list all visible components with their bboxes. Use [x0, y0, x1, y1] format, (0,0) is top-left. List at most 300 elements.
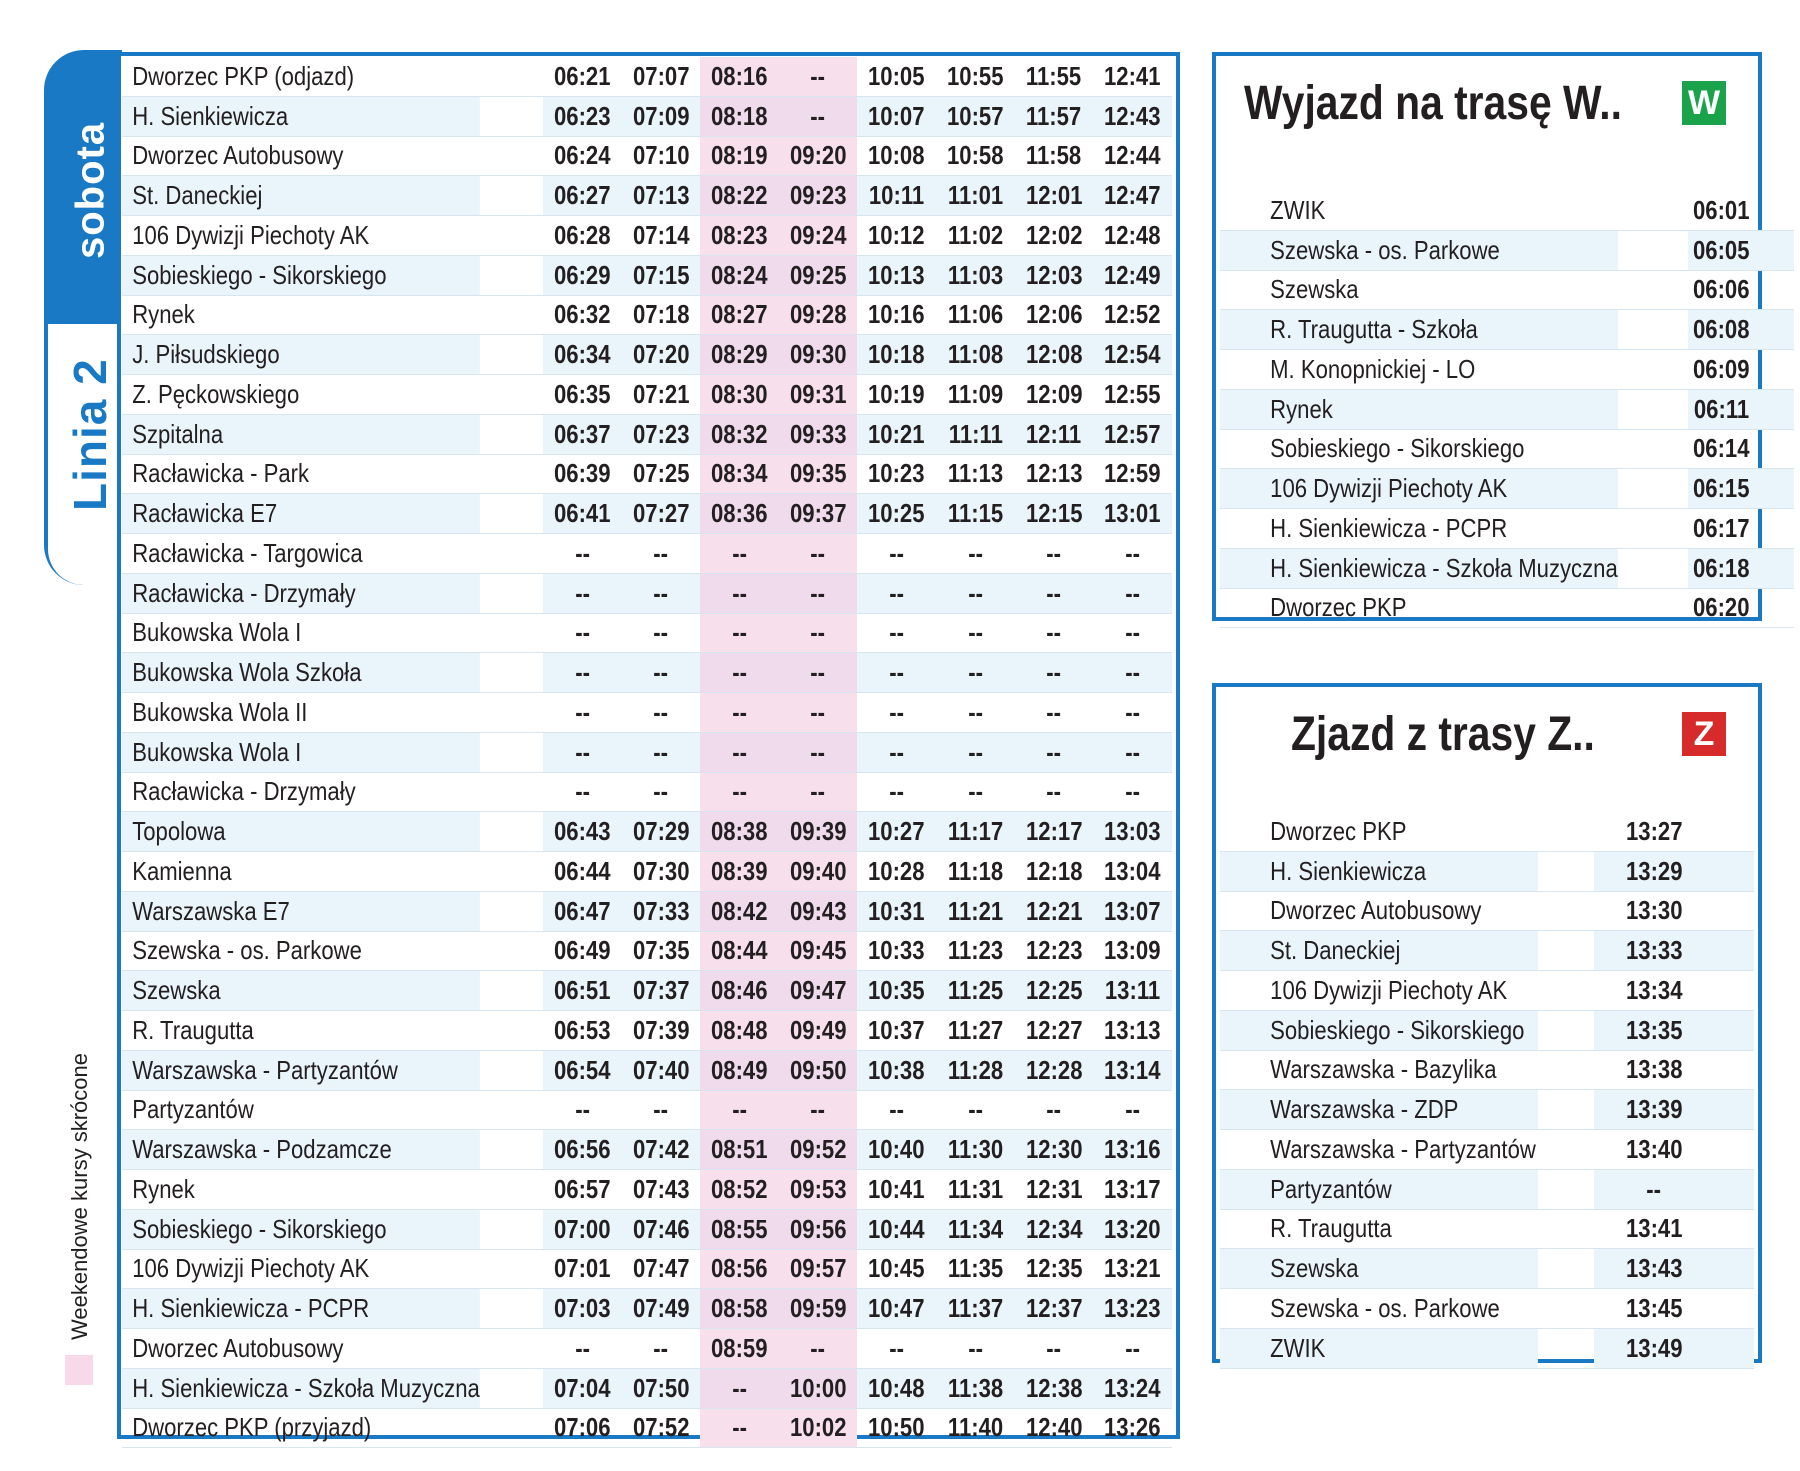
- stop-name: Warszawska - Partyzantów: [1220, 1130, 1538, 1170]
- departure-time: 08:58: [711, 1293, 768, 1324]
- time: 13:35: [1625, 1014, 1683, 1045]
- stop-name: Szewska - os. Parkowe: [1220, 1289, 1538, 1329]
- departure-time-cell: [1093, 1130, 1172, 1170]
- stop-name: Warszawska - Bazylika: [1220, 1050, 1538, 1090]
- departure-time: --: [574, 577, 590, 608]
- departure-time: 06:54: [553, 1054, 611, 1085]
- departure-time-cell: [936, 136, 1015, 176]
- departure-time: 11:13: [947, 458, 1004, 489]
- departure-time: 09:28: [789, 299, 847, 330]
- departure-time: --: [810, 60, 826, 91]
- departure-time-cell: [936, 1209, 1015, 1249]
- departure-time: --: [1046, 696, 1062, 727]
- departure-time: 12:15: [1025, 498, 1083, 529]
- departure-time: 07:00: [553, 1213, 611, 1244]
- departure-time-cell: [1015, 891, 1094, 931]
- departure-time: 12:09: [1025, 378, 1083, 409]
- table-row: [122, 732, 1172, 772]
- departure-time-cell: [779, 1090, 858, 1130]
- departure-time: --: [574, 657, 590, 688]
- departure-time: --: [889, 1332, 905, 1363]
- departure-time-cell: [857, 335, 936, 375]
- departure-time: 06:35: [553, 378, 611, 409]
- departure-time-cell: [1015, 1090, 1094, 1130]
- departure-time: 13:03: [1104, 816, 1161, 847]
- departure-time-cell: [936, 375, 1015, 415]
- time-cell: [1594, 1249, 1754, 1289]
- departure-time: 09:52: [789, 1134, 847, 1165]
- departure-time: --: [732, 617, 747, 648]
- time: 13:34: [1625, 974, 1683, 1005]
- departure-time-cell: [779, 176, 858, 216]
- table-row: [122, 772, 1172, 812]
- stop-name: Dworzec Autobusowy: [1220, 891, 1538, 931]
- departure-time-cell: [543, 295, 622, 335]
- departure-time: 10:45: [868, 1253, 925, 1284]
- departure-time-cell: [700, 1368, 779, 1408]
- departure-time-cell: [1093, 1090, 1172, 1130]
- departure-time-cell: [936, 1050, 1015, 1090]
- departure-time-cell: [1093, 216, 1172, 256]
- departure-time: 12:23: [1025, 935, 1083, 966]
- departure-time: 08:27: [711, 299, 768, 330]
- table-row: [1220, 429, 1794, 469]
- stop-name: H. Sienkiewicza: [1220, 851, 1538, 891]
- departure-time-cell: [779, 494, 858, 534]
- stop-name: 106 Dywizji Piechoty AK: [1220, 971, 1538, 1011]
- table-row: [122, 255, 1172, 295]
- stop-name: Warszawska - Podzamcze: [122, 1130, 480, 1170]
- table-row: [122, 176, 1172, 216]
- stop-name: Racławicka - Drzymały: [122, 573, 480, 613]
- departure-time-cell: [857, 613, 936, 653]
- departure-time-cell: [779, 1249, 858, 1289]
- departure-time-cell: [1015, 375, 1094, 415]
- departure-time: 10:41: [868, 1173, 925, 1204]
- stop-name: R. Traugutta: [1220, 1209, 1538, 1249]
- departure-time-cell: [1015, 1209, 1094, 1249]
- return-badge: Z: [1682, 712, 1726, 756]
- departure-time: 11:28: [947, 1054, 1004, 1085]
- departure-time: 10:50: [868, 1412, 925, 1443]
- time-cell: [1594, 891, 1754, 931]
- departure-time-cell: [622, 573, 701, 613]
- departure-time: 10:05: [868, 60, 925, 91]
- table-row: [1220, 1209, 1754, 1249]
- departure-time: 10:25: [868, 498, 925, 529]
- departure-time: 09:33: [789, 418, 847, 449]
- departure-time: 12:41: [1104, 60, 1161, 91]
- departure-time: 10:23: [868, 458, 925, 489]
- departure-time: --: [574, 1332, 590, 1363]
- departure-time: 09:35: [789, 458, 847, 489]
- time-cell: [1688, 469, 1795, 509]
- departure-time-cell: [779, 971, 858, 1011]
- departure-time: 09:25: [789, 259, 847, 290]
- departure-time: 12:31: [1025, 1173, 1083, 1204]
- stop-name: Szewska: [1220, 1249, 1538, 1289]
- time-cell: [1594, 1209, 1754, 1249]
- table-row: [1220, 1050, 1754, 1090]
- departure-time: 11:58: [1026, 140, 1082, 171]
- departure-time-cell: [622, 1249, 701, 1289]
- departure-time: 07:29: [632, 816, 690, 847]
- time-cell: [1688, 191, 1795, 230]
- departure-time: 06:21: [553, 60, 611, 91]
- stop-name: H. Sienkiewicza: [122, 96, 480, 136]
- departure-time: 11:08: [947, 339, 1004, 370]
- table-row: [122, 1368, 1172, 1408]
- stop-name: Sobieskiego - Sikorskiego: [122, 255, 480, 295]
- table-row: [122, 454, 1172, 494]
- departure-time-cell: [1093, 891, 1172, 931]
- table-row: [1220, 310, 1794, 350]
- departure-time-cell: [779, 216, 858, 256]
- short-course-legend-swatch: [65, 1355, 93, 1385]
- departure-time: 07:35: [632, 935, 690, 966]
- departure-time: 12:11: [1026, 418, 1082, 449]
- departure-time: --: [653, 657, 669, 688]
- departure-time-cell: [543, 1289, 622, 1329]
- departure-time-cell: [936, 891, 1015, 931]
- departure-time: 07:14: [632, 219, 690, 250]
- departure-time-cell: [857, 1368, 936, 1408]
- departure-time-cell: [857, 1329, 936, 1369]
- departure-time-cell: [936, 1249, 1015, 1289]
- departure-time: 08:24: [711, 259, 768, 290]
- departure-time: 12:34: [1025, 1213, 1083, 1244]
- stop-name: Dworzec Autobusowy: [122, 136, 480, 176]
- departure-time-cell: [543, 255, 622, 295]
- time: 13:33: [1625, 935, 1683, 966]
- departure-time-cell: [543, 1329, 622, 1369]
- departure-time-cell: [700, 1249, 779, 1289]
- departure-time: --: [1125, 1094, 1141, 1125]
- time-cell: [1688, 389, 1795, 429]
- departure-time-cell: [936, 732, 1015, 772]
- departure-time-cell: [779, 1050, 858, 1090]
- time: 13:43: [1625, 1253, 1683, 1284]
- departure-time: 08:36: [711, 498, 768, 529]
- departure-time-cell: [622, 1090, 701, 1130]
- departure-time: --: [967, 736, 983, 767]
- departure-time-cell: [936, 1289, 1015, 1329]
- departure-time: 06:47: [553, 895, 611, 926]
- departure-time: --: [1046, 736, 1062, 767]
- stop-name: Rynek: [122, 295, 480, 335]
- departure-time: --: [810, 617, 826, 648]
- time: 13:39: [1625, 1094, 1683, 1125]
- departure-time: --: [967, 776, 983, 807]
- departure-time-cell: [1093, 772, 1172, 812]
- departure-time-cell: [1093, 375, 1172, 415]
- departure-time-cell: [936, 852, 1015, 892]
- departure-time: 09:40: [789, 855, 847, 886]
- departure-time: 08:44: [711, 935, 768, 966]
- departure-time: 12:40: [1025, 1412, 1083, 1443]
- departure-time-cell: [622, 295, 701, 335]
- departure-time: --: [732, 696, 747, 727]
- time-cell: [1594, 851, 1754, 891]
- departure-time: 07:37: [632, 975, 690, 1006]
- stop-name: Szewska - os. Parkowe: [1220, 230, 1618, 270]
- time-cell: [1594, 812, 1754, 851]
- time: 06:06: [1692, 274, 1750, 305]
- departure-time: 07:20: [632, 339, 690, 370]
- departure-time: 11:40: [947, 1412, 1004, 1443]
- departure-time-cell: [700, 971, 779, 1011]
- departure-time-cell: [543, 494, 622, 534]
- departure-time-cell: [700, 1011, 779, 1051]
- departure-time-cell: [779, 772, 858, 812]
- stop-name: 106 Dywizji Piechoty AK: [122, 1249, 480, 1289]
- departure-time: 12:21: [1025, 895, 1083, 926]
- stop-name: Dworzec PKP (przyjazd): [122, 1408, 480, 1448]
- departure-time: 09:24: [789, 219, 847, 250]
- departure-time-cell: [622, 613, 701, 653]
- departure-time-cell: [1093, 573, 1172, 613]
- departure-time-cell: [936, 454, 1015, 494]
- table-row: [122, 653, 1172, 693]
- departure-time: 12:38: [1025, 1372, 1083, 1403]
- departure-time-cell: [622, 693, 701, 733]
- departure-time-cell: [1093, 414, 1172, 454]
- table-row: [122, 931, 1172, 971]
- departure-time-cell: [779, 1329, 858, 1369]
- table-row: [1220, 1010, 1754, 1050]
- table-row: [122, 613, 1172, 653]
- departure-time: 07:39: [632, 1014, 690, 1045]
- time: 06:11: [1693, 393, 1749, 424]
- time-cell: [1594, 1090, 1754, 1130]
- departure-time: 10:44: [868, 1213, 925, 1244]
- departure-time-cell: [700, 1408, 779, 1448]
- departure-time: 11:37: [947, 1293, 1004, 1324]
- departure-time-cell: [700, 653, 779, 693]
- departure-time-cell: [857, 1289, 936, 1329]
- return-title: Zjazd z trasy Z..: [1291, 708, 1595, 761]
- departure-time: --: [810, 1332, 826, 1363]
- departure-time: 07:47: [632, 1253, 690, 1284]
- departure-time: 08:56: [711, 1253, 768, 1284]
- departure-time: 07:42: [632, 1134, 690, 1165]
- departure-time-cell: [1093, 1209, 1172, 1249]
- table-row: [122, 375, 1172, 415]
- departure-time-cell: [857, 375, 936, 415]
- departure-time: 09:30: [789, 339, 847, 370]
- departure-time: --: [732, 1372, 747, 1403]
- departure-time: --: [1046, 537, 1062, 568]
- stop-name: 106 Dywizji Piechoty AK: [122, 216, 480, 256]
- time: 13:29: [1625, 855, 1683, 886]
- departure-time-cell: [622, 96, 701, 136]
- stop-name: Partyzantów: [122, 1090, 480, 1130]
- departure-time-cell: [857, 454, 936, 494]
- stop-name: Dworzec PKP: [1220, 588, 1618, 628]
- departure-time: 07:43: [632, 1173, 690, 1204]
- time-cell: [1688, 230, 1795, 270]
- departure-time-cell: [622, 375, 701, 415]
- departure-time-cell: [1093, 1368, 1172, 1408]
- departure-time: 09:20: [789, 140, 847, 171]
- departure-time-cell: [936, 931, 1015, 971]
- departure-time-cell: [857, 573, 936, 613]
- departure-time-cell: [543, 375, 622, 415]
- departure-time: --: [889, 617, 905, 648]
- departure-time-cell: [936, 1011, 1015, 1051]
- departure-time: 06:43: [553, 816, 611, 847]
- departure-time-cell: [779, 454, 858, 494]
- departure-time-cell: [622, 255, 701, 295]
- departure-time-cell: [857, 1408, 936, 1448]
- departure-time-cell: [543, 414, 622, 454]
- departure-time: 06:27: [553, 180, 611, 211]
- stop-name: H. Sienkiewicza - Szkoła Muzyczna: [122, 1368, 480, 1408]
- departure-time-cell: [700, 1170, 779, 1210]
- departure-time-cell: [779, 1408, 858, 1448]
- departure-time: --: [574, 1094, 590, 1125]
- departure-time-cell: [936, 653, 1015, 693]
- departure-time-cell: [1015, 255, 1094, 295]
- departure-time-cell: [700, 335, 779, 375]
- departure-time: 12:37: [1025, 1293, 1083, 1324]
- main-timetable: [122, 57, 1172, 1448]
- departure-time-cell: [857, 57, 936, 96]
- departure-time-cell: [1093, 96, 1172, 136]
- departure-time-cell: [622, 971, 701, 1011]
- departure-time-cell: [857, 1170, 936, 1210]
- table-row: [122, 852, 1172, 892]
- departure-time: 10:28: [868, 855, 925, 886]
- departure-time: --: [967, 1332, 983, 1363]
- departure-time-cell: [622, 812, 701, 852]
- table-row: [1220, 350, 1794, 390]
- departure-time: 08:23: [711, 219, 768, 250]
- stop-name: H. Sienkiewicza - Szkoła Muzyczna: [1220, 548, 1618, 588]
- table-row: [122, 216, 1172, 256]
- table-row: [1220, 891, 1754, 931]
- departure-time: --: [1125, 776, 1141, 807]
- departure-time: 12:13: [1025, 458, 1083, 489]
- departure-time-cell: [1093, 732, 1172, 772]
- departure-time-cell: [779, 255, 858, 295]
- departure-time-cell: [1015, 1050, 1094, 1090]
- time: 06:08: [1692, 314, 1750, 345]
- departure-title: Wyjazd na trasę W..: [1244, 77, 1622, 130]
- departure-time: --: [653, 696, 669, 727]
- table-row: [1220, 509, 1794, 549]
- departure-time-cell: [1015, 216, 1094, 256]
- departure-time: 13:14: [1104, 1054, 1161, 1085]
- departure-time-cell: [936, 216, 1015, 256]
- departure-time: 12:47: [1104, 180, 1161, 211]
- departure-time: 09:59: [789, 1293, 847, 1324]
- departure-time-cell: [1015, 1011, 1094, 1051]
- stop-name: Z. Pęckowskiego: [122, 375, 480, 415]
- departure-time: 08:59: [711, 1332, 768, 1363]
- table-row: [122, 971, 1172, 1011]
- table-row: [1220, 971, 1754, 1011]
- departure-time: 10:27: [868, 816, 925, 847]
- departure-time-cell: [700, 295, 779, 335]
- departure-time: 09:47: [789, 975, 847, 1006]
- departure-time: 11:02: [947, 219, 1004, 250]
- departure-time-cell: [779, 573, 858, 613]
- time: 06:01: [1692, 194, 1750, 225]
- departure-time: 09:53: [789, 1173, 847, 1204]
- departure-time-cell: [857, 255, 936, 295]
- departure-time: 13:21: [1104, 1253, 1161, 1284]
- departure-time-cell: [700, 931, 779, 971]
- departure-time-cell: [779, 693, 858, 733]
- stop-name: Racławicka - Park: [122, 454, 480, 494]
- departure-time: 06:23: [553, 100, 611, 131]
- departure-time-cell: [622, 1289, 701, 1329]
- departure-time-cell: [543, 891, 622, 931]
- departure-time: 10:55: [947, 60, 1004, 91]
- departure-time-cell: [857, 414, 936, 454]
- departure-time-cell: [1015, 852, 1094, 892]
- stop-name: Bukowska Wola Szkoła: [122, 653, 480, 693]
- departure-time: 07:13: [632, 180, 690, 211]
- departure-time-cell: [622, 1209, 701, 1249]
- departure-time-cell: [543, 216, 622, 256]
- table-row: [1220, 812, 1754, 851]
- departure-time: 11:06: [947, 299, 1004, 330]
- departure-time: 08:22: [711, 180, 768, 211]
- departure-time-cell: [1093, 295, 1172, 335]
- departure-time: 07:52: [632, 1412, 690, 1443]
- departure-time-cell: [1015, 96, 1094, 136]
- departure-time-cell: [1093, 1249, 1172, 1289]
- departure-time-cell: [622, 494, 701, 534]
- departure-time-cell: [936, 812, 1015, 852]
- departure-time-cell: [543, 1408, 622, 1448]
- stop-name: R. Traugutta: [122, 1011, 480, 1051]
- departure-time-cell: [857, 494, 936, 534]
- table-row: [1220, 1130, 1754, 1170]
- departure-time: --: [1125, 1332, 1141, 1363]
- departure-time: --: [574, 776, 590, 807]
- departure-time: 12:27: [1025, 1014, 1083, 1045]
- departure-time-cell: [700, 136, 779, 176]
- departure-table: [1220, 191, 1794, 628]
- departure-box: [1212, 52, 1762, 621]
- stop-name: Partyzantów: [1220, 1169, 1538, 1209]
- stop-name: Warszawska - Partyzantów: [122, 1050, 480, 1090]
- departure-time: 07:21: [632, 378, 690, 409]
- departure-time-cell: [857, 534, 936, 574]
- departure-time: --: [1125, 617, 1141, 648]
- time-cell: [1594, 1169, 1754, 1209]
- departure-time-cell: [857, 812, 936, 852]
- stop-name: Szpitalna: [122, 414, 480, 454]
- stop-name: 106 Dywizji Piechoty AK: [1220, 469, 1618, 509]
- stop-name: ZWIK: [1220, 191, 1618, 230]
- time: 13:45: [1625, 1292, 1683, 1323]
- stop-name: Warszawska - ZDP: [1220, 1090, 1538, 1130]
- departure-time-cell: [543, 812, 622, 852]
- stop-name: Szewska: [122, 971, 480, 1011]
- departure-time: 12:02: [1025, 219, 1083, 250]
- departure-time: 10:40: [868, 1134, 925, 1165]
- time-cell: [1594, 931, 1754, 971]
- departure-time-cell: [1093, 971, 1172, 1011]
- table-row: [1220, 1169, 1754, 1209]
- table-row: [122, 573, 1172, 613]
- departure-time: --: [1046, 1094, 1062, 1125]
- departure-time-cell: [857, 1249, 936, 1289]
